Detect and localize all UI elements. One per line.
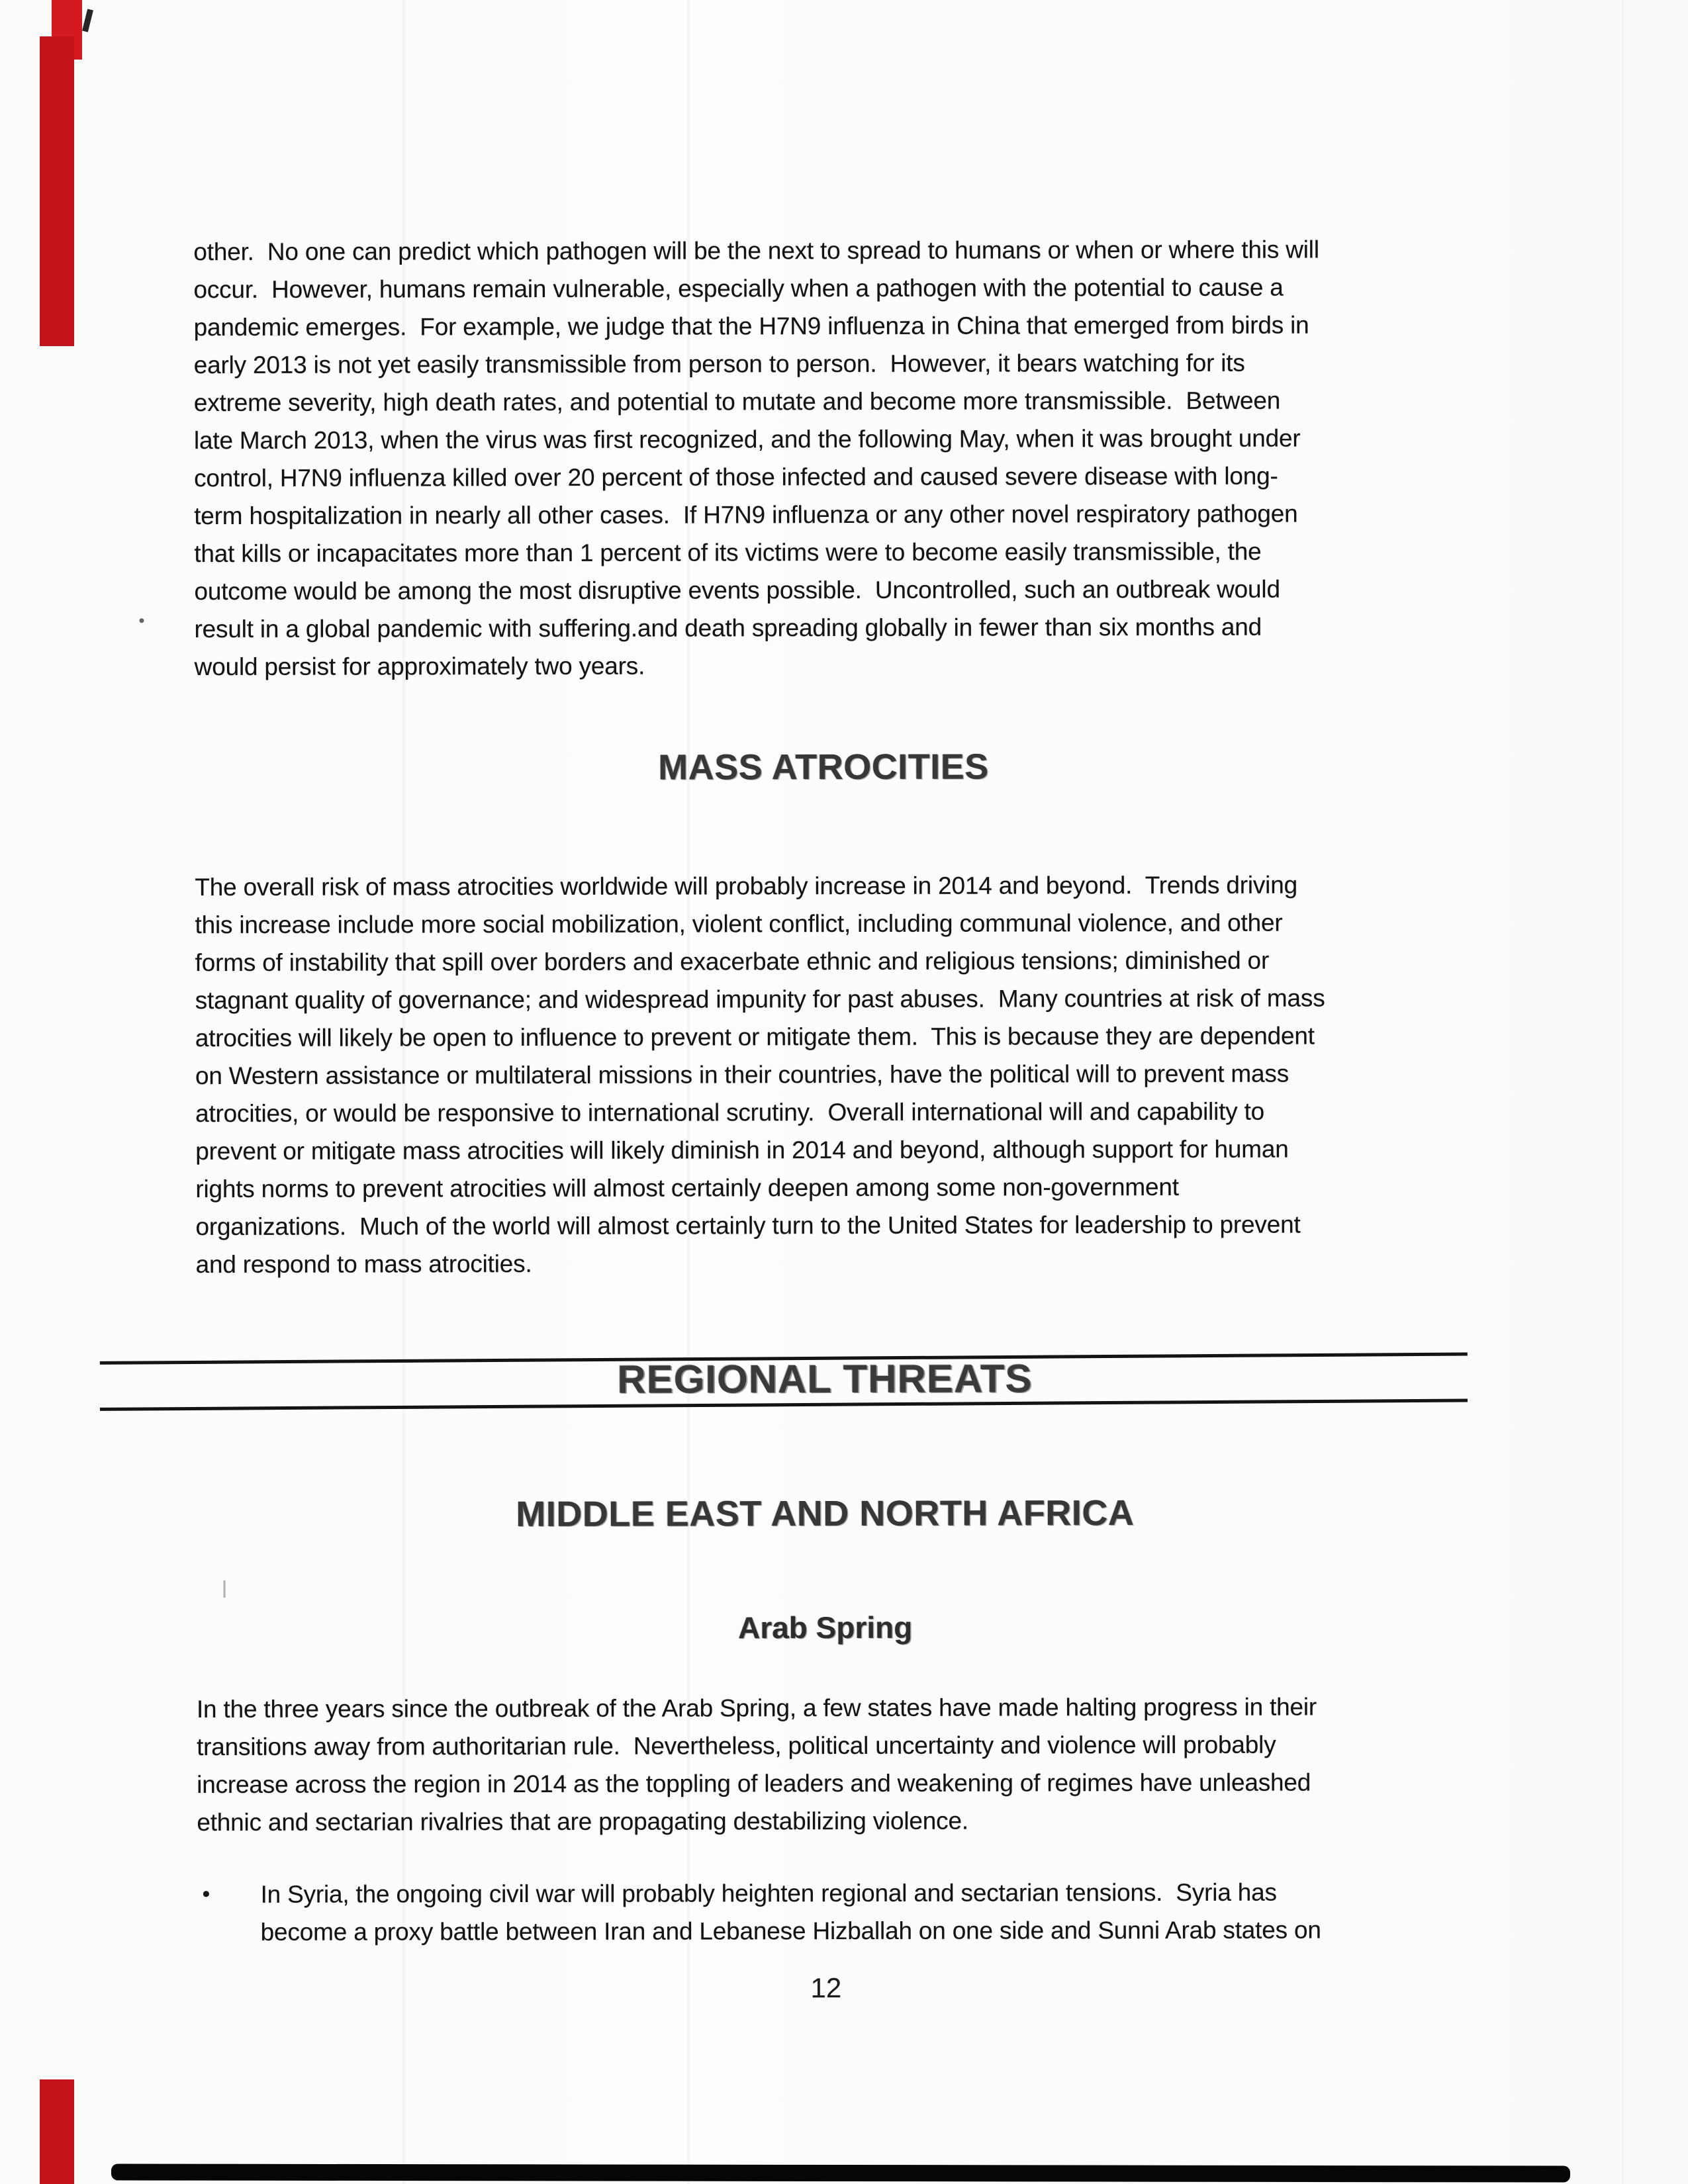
section-heading-middle-east-north-africa: MIDDLE EAST AND NORTH AFRICA bbox=[516, 1493, 1135, 1535]
paragraph-arab-spring: In the three years since the outbreak of the Arab Spring, a few states have made halting progress in their transitions away from authoritarian rule. Nevertheless, political uncertainty and violence will probably increase across the region in 2014 as the toppling of leaders and weakening of regimes have unleashed ethnic and sectarian rivalries that are propagating destabilizing violence. bbox=[196, 1693, 1317, 1837]
bullet-marker: • bbox=[202, 1882, 211, 1907]
subheading-arab-spring: Arab Spring bbox=[738, 1610, 913, 1645]
bullet-item-syria bbox=[197, 1873, 1620, 1952]
paragraph-mass-atrocities: The overall risk of mass atrocities worldwide will probably increase in 2014 and beyond. Trends driving this increase include more social mobilization, violent conflict, including communal violence, and other forms of instability that spill over borders and exacerbate ethnic and religious tensions; diminished or stagnant quality of governance; and widespread impunity for past abuses. Many countries at risk of mass atrocities will likely be open to influence to prevent or mitigate them. This is because they are dependent on Western assistance or multilateral missions in their countries, have the political will to prevent mass atrocities, or would be responsive to international scrutiny. Overall international will and capability to prevent or mitigate mass atrocities will likely diminish in 2014 and beyond, although support for human rights norms to prevent atrocities will almost certainly deepen among some non-government organizations. Much of the world will almost certainly turn to the United States for leadership to prevent and respond to mass atrocities. bbox=[195, 871, 1325, 1279]
scan-artifact-tick bbox=[224, 1580, 226, 1598]
black-scan-bar-bottom bbox=[111, 2163, 1570, 2182]
bullet-text-syria: In Syria, the ongoing civil war will probably heighten regional and sectarian tensions. Syria has become a proxy battle between Iran and Lebanese Hizballah on one side and Sunni Arab states on bbox=[260, 1878, 1321, 1946]
section-heading-regional-threats: REGIONAL THREATS bbox=[617, 1356, 1033, 1402]
page-number: 12 bbox=[810, 1972, 842, 2004]
scan-artifact-dot bbox=[139, 618, 144, 623]
section-heading-mass-atrocities: MASS ATROCITIES bbox=[658, 747, 989, 788]
paragraph-pandemic: other. No one can predict which pathogen will be the next to spread to humans or when or where this will occur. However, humans remain vulnerable, especially when a pathogen with the potential to cause a pandemic emerges. For example, we judge that the H7N9 influenza in China that emerged from birds in early 2013 is not yet easily transmissible from person to person. However, it bears watching for its extreme severity, high death rates, and potential to mutate and become more transmissible. Between late March 2013, when the virus was first recognized, and the following May, when it was brought under control, H7N9 influenza killed over 20 percent of those infected and caused severe disease with long- term hospitalization in nearly all other cases. If H7N9 influenza or any other novel respiratory pathogen that kills or incapacitates more than 1 percent of its victims were to become easily transmissible, the outcome would be among the most disruptive events possible. Uncontrolled, such an outbreak would result in a global pandemic with suffering.and death spreading globally in fewer than six months and would persist for approximately two years. bbox=[193, 236, 1319, 681]
